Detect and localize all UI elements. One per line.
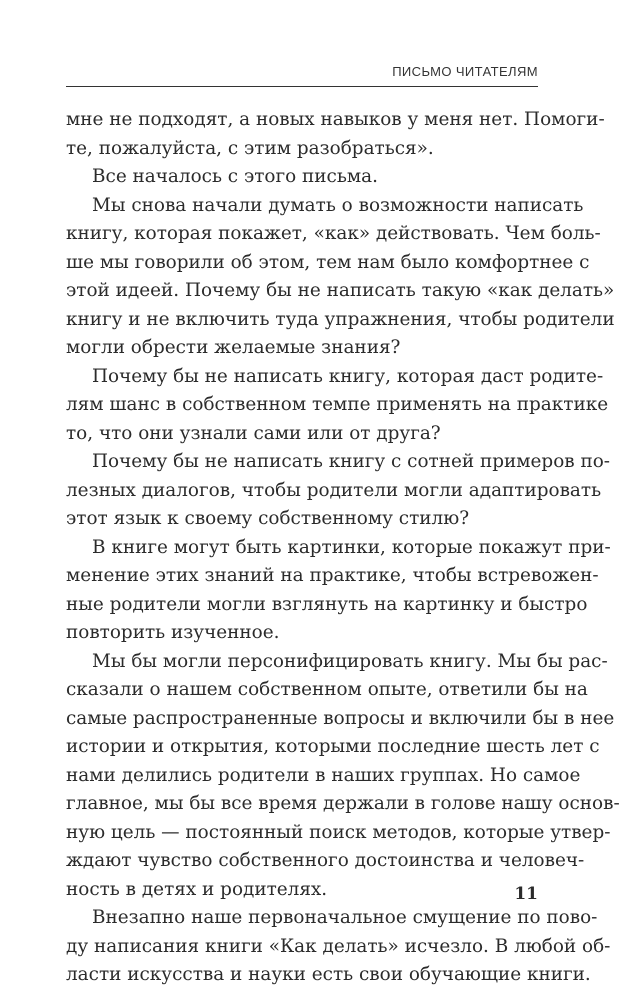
- text-line: ду написания книги «Как делать» исчезло. В любой об-: [66, 935, 611, 957]
- text-line: главное, мы бы все время держали в голове нашу основ-: [66, 793, 620, 814]
- text-line: ность в детях и родителях.: [66, 878, 328, 900]
- text-line: сказали о нашем собственном опыте, ответили бы на: [66, 679, 588, 700]
- body-text: [66, 106, 620, 990]
- text-line: Все началось с этого письма.: [92, 166, 378, 187]
- paragraph: [66, 648, 620, 905]
- running-header: [66, 62, 538, 87]
- running-header-title: ПИСЬМО ЧИТАТЕЛЯМ: [392, 64, 538, 79]
- page-number: 11: [514, 884, 538, 904]
- text-line: ласти искусства и науки есть свои обучающие книги.: [66, 964, 591, 985]
- text-line: менение этих знаний на практике, чтобы встревожен-: [66, 565, 599, 586]
- text-line: ную цель — постоянный поиск методов, которые утвер-: [66, 821, 611, 843]
- text-line: ные родители могли взглянуть на картинку и быстро: [66, 593, 588, 615]
- text-line: нами делились родители в наших группах. Но самое: [66, 764, 581, 786]
- paragraph: [66, 534, 611, 648]
- text-line: В книге могут быть картинки, которые покажут при-: [92, 536, 611, 558]
- text-line: ше мы говорили об этом, тем нам было комфортнее с: [66, 251, 590, 273]
- paragraph: [66, 192, 615, 363]
- text-line: ждают чувство собственного достоинства и человеч-: [66, 850, 585, 871]
- text-line: мне не подходят, а новых навыков у меня нет. Помоги-: [66, 109, 605, 130]
- text-line: Мы снова начали думать о возможности написать: [92, 194, 584, 216]
- text-line: лям шанс в собственном темпе применять на практике: [66, 394, 609, 415]
- text-line: повторить изученное.: [66, 622, 280, 643]
- text-line: книгу и не включить туда упражнения, чтобы родители: [66, 308, 615, 330]
- text-line: Мы бы могли персонифицировать книгу. Мы бы рас-: [92, 650, 608, 672]
- text-line: могли обрести желаемые знания?: [66, 337, 401, 358]
- text-line: этот язык к своему собственному стилю?: [66, 508, 470, 529]
- text-line: самые распространенные вопросы и включили бы в нее: [66, 707, 615, 729]
- text-line: то, что они узнали сами или от друга?: [66, 422, 441, 444]
- paragraph: [66, 106, 605, 163]
- text-line: Внезапно наше первоначальное смущение по пово-: [92, 907, 598, 928]
- paragraph: [66, 163, 538, 192]
- text-line: лезных диалогов, чтобы родители могли адаптировать: [66, 479, 602, 501]
- paragraph: [66, 448, 611, 534]
- text-line: те, пожалуйста, с этим разобраться».: [66, 137, 434, 159]
- text-line: Почему бы не написать книгу с сотней примеров по-: [92, 451, 611, 472]
- text-line: книгу, которая покажет, «как» действовать. Чем боль-: [66, 223, 601, 244]
- paragraph: [66, 904, 611, 990]
- text-line: Почему бы не написать книгу, которая даст родите-: [92, 365, 604, 387]
- text-line: этой идеей. Почему бы не написать такую «как делать»: [66, 280, 615, 301]
- paragraph: [66, 363, 609, 449]
- text-line: истории и открытия, которыми последние шесть лет с: [66, 736, 600, 757]
